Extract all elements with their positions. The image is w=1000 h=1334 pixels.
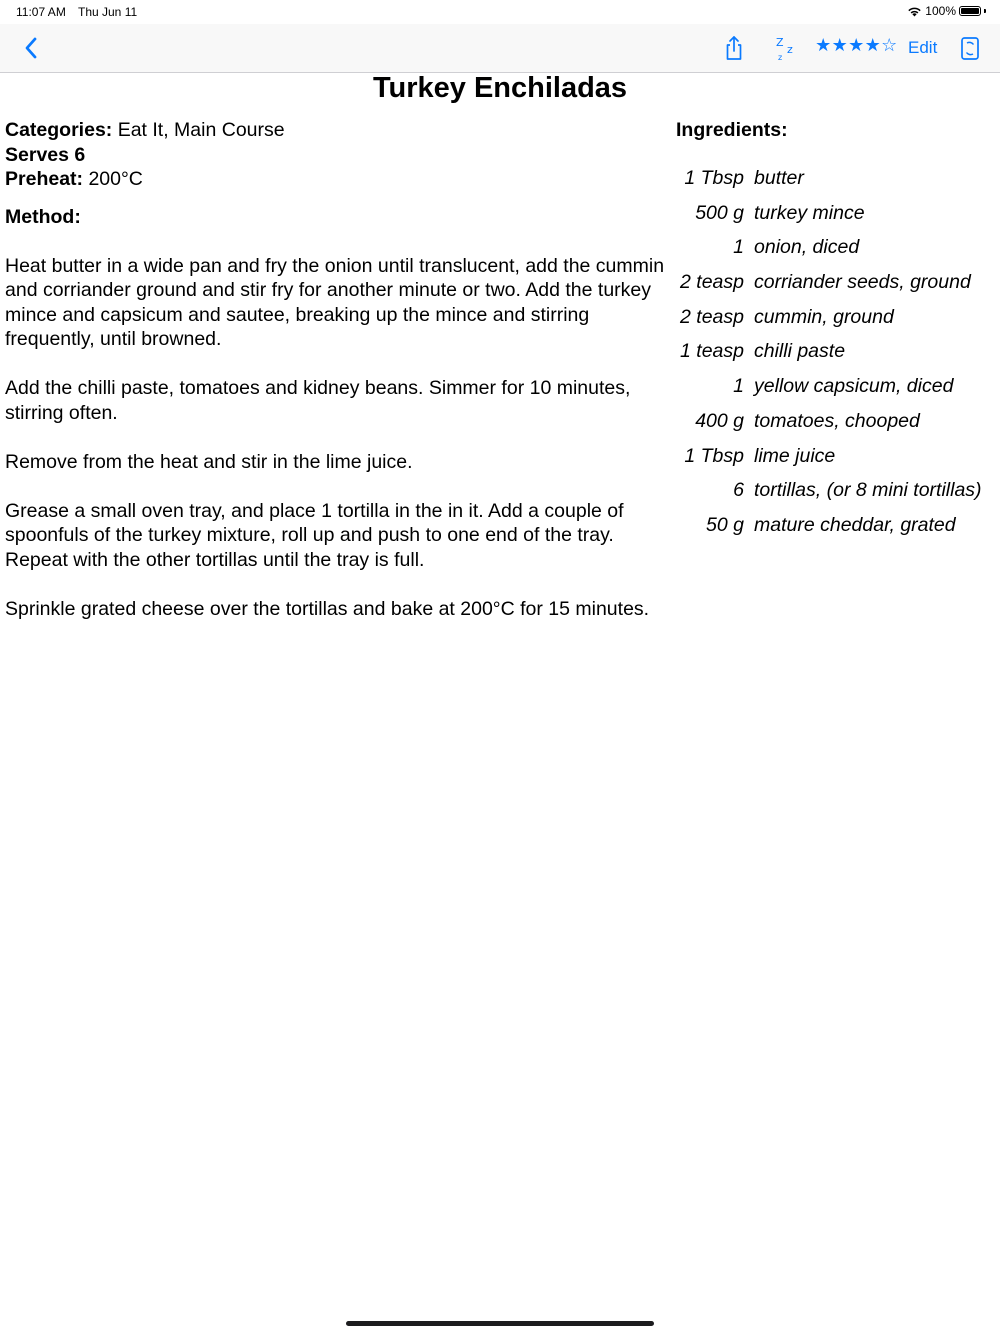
chevron-left-icon[interactable] [18, 34, 46, 62]
categories-line [5, 118, 665, 143]
star-filled-icon[interactable]: ★ [815, 35, 832, 55]
ingredient-row [676, 167, 1000, 202]
rotate-screen-icon[interactable] [956, 34, 984, 62]
ingredient-name: onion, diced [754, 236, 860, 259]
svg-text:Z: Z [776, 36, 784, 49]
ingredient-name: chilli paste [754, 340, 846, 363]
star-filled-icon[interactable]: ★ [831, 35, 848, 55]
serves-label: Serves 6 [5, 143, 86, 166]
ingredient-quantity: 1 Tbsp [684, 444, 744, 467]
ingredient-quantity: 1 [733, 236, 744, 259]
ingredient-row [676, 445, 1000, 480]
ingredients-panel [676, 118, 1000, 549]
method-step: Heat butter in a wide pan and fry the onion until translucent, add the cummin and corriander ground and stir fry for another minute or two. Add the turkey mince and capsicum and sautee, breaking up the mince and stirring frequently, until browned. [5, 254, 665, 350]
ingredient-row [676, 514, 1000, 549]
ingredient-name: lime juice [754, 444, 836, 467]
star-rating[interactable] [815, 35, 898, 56]
navigation-bar [0, 24, 1000, 73]
ingredient-name: tomatoes, chooped [754, 409, 920, 432]
star-filled-icon[interactable]: ★ [864, 35, 881, 55]
ingredient-quantity: 500 g [695, 201, 744, 224]
ingredient-quantity: 6 [733, 479, 744, 502]
ingredient-name: mature cheddar, grated [754, 513, 956, 536]
edit-button[interactable]: Edit [908, 38, 938, 57]
ingredient-row [676, 236, 1000, 271]
ingredients-list [676, 167, 1000, 549]
battery-icon [959, 6, 981, 16]
ingredient-quantity: 1 Tbsp [684, 167, 744, 189]
ingredient-name: cummin, ground [754, 305, 894, 328]
status-bar [0, 0, 1000, 24]
recipe-title: Turkey Enchiladas [372, 72, 628, 104]
ingredient-quantity: 400 g [695, 409, 744, 432]
ingredient-row [676, 271, 1000, 306]
star-filled-icon[interactable]: ★ [848, 35, 865, 55]
ingredient-quantity: 50 g [706, 513, 744, 536]
method-step: Add the chilli paste, tomatoes and kidney beans. Simmer for 10 minutes, stirring often. [5, 377, 631, 424]
ingredient-quantity: 1 [733, 375, 744, 398]
ingredient-name: yellow capsicum, diced [754, 375, 954, 398]
ingredient-quantity: 1 teasp [680, 340, 744, 363]
ingredient-row [676, 202, 1000, 237]
ingredient-row [676, 306, 1000, 341]
ingredients-heading: Ingredients: [676, 119, 788, 141]
preheat-label: Preheat: [5, 168, 84, 190]
categories-label: Categories: [5, 119, 113, 141]
categories-value: Eat It, Main Course [112, 119, 285, 141]
share-icon[interactable] [720, 34, 748, 62]
svg-text:z: z [778, 53, 783, 62]
star-empty-icon[interactable]: ☆ [881, 35, 898, 55]
ingredient-quantity: 2 teasp [680, 271, 744, 294]
method-heading: Method: [5, 205, 81, 228]
status-indicators [907, 4, 986, 18]
ingredient-quantity: 2 teasp [680, 305, 744, 328]
svg-text:z: z [787, 43, 793, 56]
ingredient-row [676, 340, 1000, 375]
ingredient-name: butter [754, 167, 804, 189]
ingredient-name: corriander seeds, ground [754, 271, 971, 294]
recipe-details [5, 118, 665, 621]
ingredient-name: turkey mince [754, 201, 865, 224]
status-date: Thu Jun 11 [78, 5, 138, 19]
method-step: Grease a small oven tray, and place 1 tortilla in the in it. Add a couple of spoonfuls of the turkey mixture, roll up and push to one end of the tray. Repeat with the other tortillas until the tray is full. [5, 499, 624, 571]
ingredient-row [676, 375, 1000, 410]
zzz-icon[interactable] [772, 34, 800, 62]
preheat-line [5, 167, 665, 192]
method-step: Remove from the heat and stir in the lime juice. [5, 450, 413, 473]
home-indicator[interactable] [346, 1321, 654, 1326]
ingredient-row [676, 410, 1000, 445]
serves-line [5, 143, 665, 168]
ingredient-row [676, 479, 1000, 514]
battery-percent: 100% [925, 4, 956, 18]
ingredient-name: tortillas, (or 8 mini tortillas) [754, 479, 982, 502]
preheat-value: 200°C [83, 168, 143, 190]
wifi-icon [907, 6, 922, 17]
method-step: Sprinkle grated cheese over the tortillas and bake at 200°C for 15 minutes. [5, 597, 650, 620]
status-time: 11:07 AM [16, 5, 66, 19]
